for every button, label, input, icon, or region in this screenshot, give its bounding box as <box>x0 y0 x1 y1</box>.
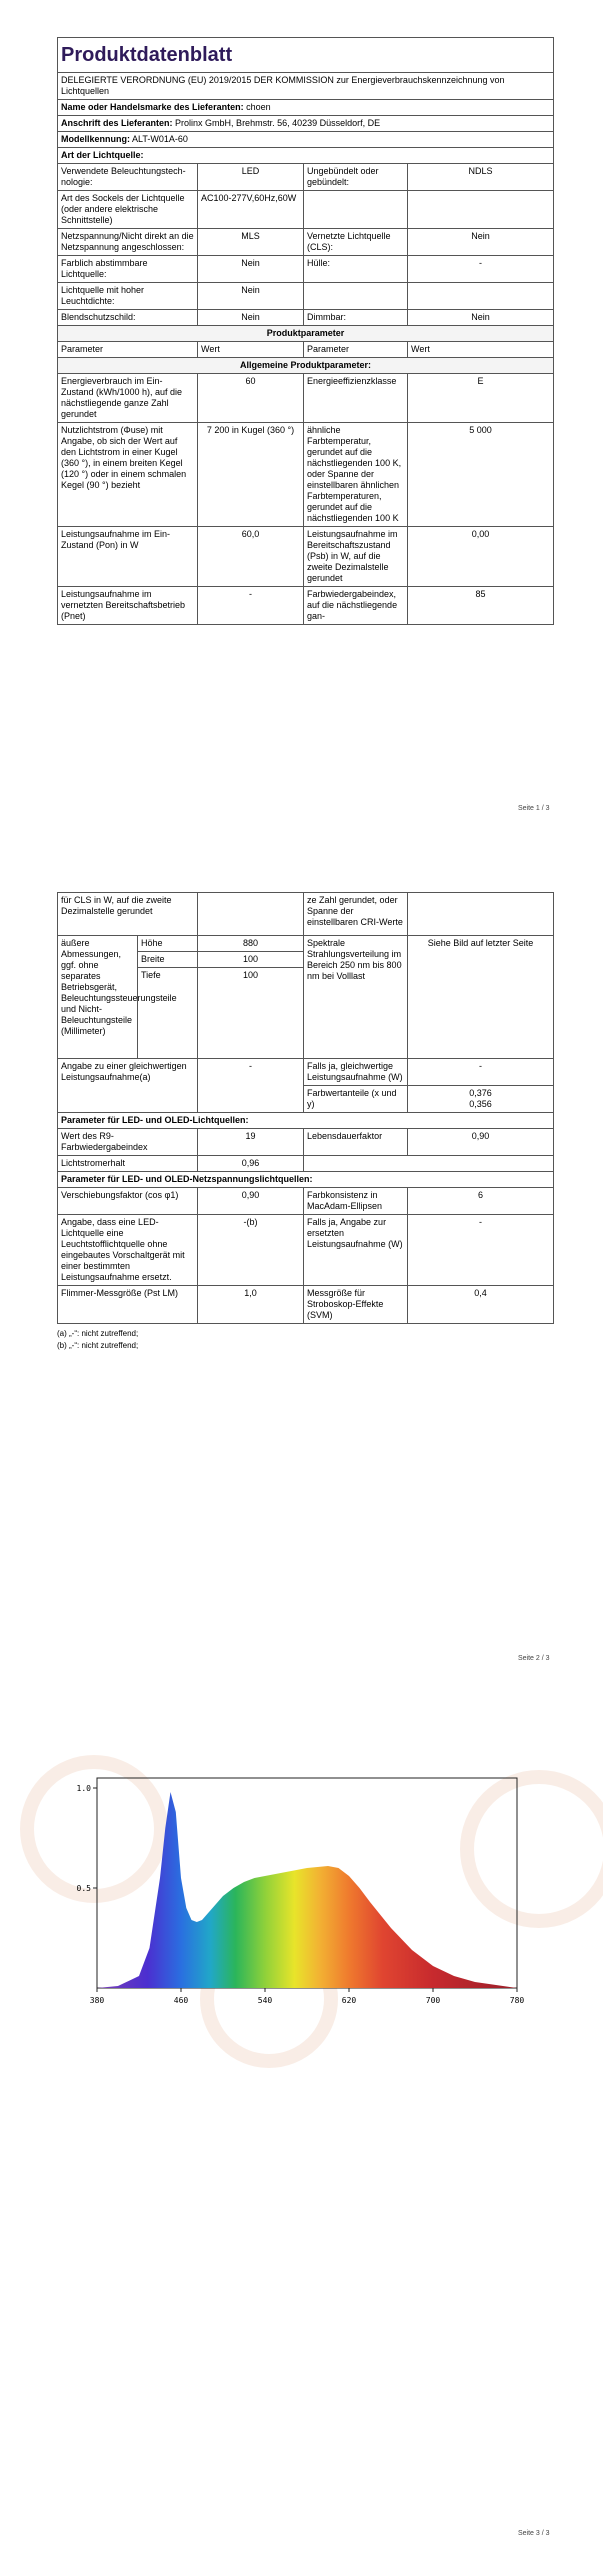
supplier-address-row <box>58 116 554 132</box>
cell-value <box>408 893 554 936</box>
cell-label: Hülle: <box>304 256 408 283</box>
table-row <box>58 1188 554 1215</box>
cell-value: 19 <box>198 1129 304 1156</box>
dim-name: Höhe <box>138 936 198 952</box>
table-row <box>58 374 554 423</box>
cell-value: - <box>198 587 304 625</box>
led-params-heading: Parameter für LED- und OLED-Lichtquellen: <box>58 1113 554 1129</box>
cell-value: - <box>408 1215 554 1286</box>
plot-area <box>77 1778 525 2005</box>
cell-label: Farbkonsistenz in MacAdam-Ellipsen <box>304 1188 408 1215</box>
spectrum-svg <box>57 1758 553 2028</box>
cell-label: Energieeffizienzklasse <box>304 374 408 423</box>
cell-value: - <box>408 256 554 283</box>
table-row <box>58 283 554 310</box>
cell-label: ähnliche Farbtemperatur, gerundet auf die nächstliegenden 100 K, oder Spanne der einstellbaren ähnlichen Farbtemperaturen, gerundet auf die nächstliegenden 100 K <box>304 423 408 527</box>
cell-label: Farbwiedergabeindex, auf die nächstliegende gan- <box>304 587 408 625</box>
table-row <box>58 1215 554 1286</box>
cell-label: für CLS in W, auf die zweite Dezimalstelle gerundet <box>58 893 198 936</box>
cell-label: Energieverbrauch im Ein-Zustand (kWh/1000 h), auf die nächstliegende ganze Zahl gerundet <box>58 374 198 423</box>
cell-label: Ungebündelt oder gebündelt: <box>304 164 408 191</box>
page-number: Seite 3 / 3 <box>518 2530 550 2537</box>
cell-label: Dimmbar: <box>304 310 408 326</box>
cell-value <box>408 191 554 229</box>
x-tick-label: 380 <box>89 1996 105 2005</box>
column-header: Parameter <box>304 342 408 358</box>
cell-label: Farblich abstimmbare Lichtquelle: <box>58 256 198 283</box>
dim-value: 880 <box>198 936 304 952</box>
cell-value: Nein <box>198 310 304 326</box>
cell-label: Verschiebungsfaktor (cos φ1) <box>58 1188 198 1215</box>
source-type-heading: Art der Lichtquelle: <box>58 148 554 164</box>
supplier-address-value: Prolinx GmbH, Brehmstr. 56, 40239 Düsseldorf, DE <box>175 118 381 128</box>
page-2 <box>0 880 603 1680</box>
x-tick-label: 620 <box>341 1996 357 2005</box>
model-row <box>58 132 554 148</box>
general-params-heading: Allgemeine Produktparameter: <box>58 358 554 374</box>
cell-label <box>304 283 408 310</box>
cell-empty <box>304 1156 554 1172</box>
cell-value: LED <box>198 164 304 191</box>
regulation-text: DELEGIERTE VERORDNUNG (EU) 2019/2015 DER KOMMISSION zur Energieverbrauchskennzeichnung von Lichtquellen <box>58 73 554 100</box>
cell-value: 60 <box>198 374 304 423</box>
cell-label: Angabe zu einer gleichwertigen Leistungsaufnahme(a) <box>58 1059 198 1113</box>
supplier-name-row <box>58 100 554 116</box>
cell-value: Nein <box>408 229 554 256</box>
dim-name: Tiefe <box>138 968 198 1059</box>
page-1 <box>0 0 603 830</box>
footnotes <box>57 1328 553 1352</box>
cell-value: E <box>408 374 554 423</box>
cell-label: Leistungsaufnahme im vernetzten Bereitschaftsbetrieb (Pnet) <box>58 587 198 625</box>
cell-label: Farbwertanteile (x und y) <box>304 1086 408 1113</box>
model-value: ALT-W01A-60 <box>132 134 188 144</box>
table-row <box>58 310 554 326</box>
cell-label: Vernetzte Lichtquelle (CLS): <box>304 229 408 256</box>
cell-value: 0,90 <box>198 1188 304 1215</box>
cell-label: Verwendete Beleuchtungstech-nologie: <box>58 164 198 191</box>
cell-value: 0,96 <box>198 1156 304 1172</box>
cell-label: Falls ja, gleichwertige Leistungsaufnahme (W) <box>304 1059 408 1086</box>
y-tick-label: 1.0 <box>76 1784 91 1793</box>
cell-value: 0,4 <box>408 1286 554 1324</box>
cell-value: 5 000 <box>408 423 554 527</box>
page-number: Seite 2 / 3 <box>518 1655 550 1662</box>
cell-value <box>408 283 554 310</box>
table-row <box>58 164 554 191</box>
page-number: Seite 1 / 3 <box>518 805 550 812</box>
cell-value: 85 <box>408 587 554 625</box>
x-tick-label: 700 <box>425 1996 441 2005</box>
cell-label: Messgröße für Stroboskop-Effekte (SVM) <box>304 1286 408 1324</box>
footnote-b: (b) „-“: nicht zutreffend; <box>57 1341 139 1350</box>
cell-value: Nein <box>198 283 304 310</box>
cell-value: - <box>408 1059 554 1086</box>
chroma-y: 0,356 <box>469 1099 492 1109</box>
cell-label: ze Zahl gerundet, oder Spanne der einstellbaren CRI-Werte <box>304 893 408 936</box>
cell-value <box>198 893 304 936</box>
dimensions-label: äußere Abmessungen, ggf. ohne separates Betriebsgerät, Beleuchtungssteuerungsteile und Nicht-Beleuchtungsteile (Millimeter) <box>58 936 138 1059</box>
dim-value: 100 <box>198 952 304 968</box>
cell-label <box>304 191 408 229</box>
column-header-row <box>58 342 554 358</box>
y-tick-label: 0.5 <box>76 1884 91 1893</box>
datasheet-table-page-1 <box>57 37 554 625</box>
column-header: Wert <box>408 342 554 358</box>
x-tick-label: 460 <box>173 1996 189 2005</box>
column-header: Parameter <box>58 342 198 358</box>
cell-label: Art des Sockels der Lichtquelle (oder andere elektrische Schnittstelle) <box>58 191 198 229</box>
table-row <box>58 1286 554 1324</box>
x-tick-label: 540 <box>257 1996 273 2005</box>
footnote-a: (a) „-“: nicht zutreffend; <box>57 1329 139 1338</box>
cell-label: Lichtstromerhalt <box>58 1156 198 1172</box>
cell-label: Flimmer-Messgröße (Pst LM) <box>58 1286 198 1324</box>
table-row <box>58 936 554 952</box>
table-row <box>58 527 554 587</box>
table-row <box>58 423 554 527</box>
cell-label: Lichtquelle mit hoher Leuchtdichte: <box>58 283 198 310</box>
supplier-name-value: choen <box>246 102 271 112</box>
table-row <box>58 587 554 625</box>
spectral-value: Siehe Bild auf letzter Seite <box>408 936 554 1059</box>
cell-value: 0,00 <box>408 527 554 587</box>
cell-value: -(b) <box>198 1215 304 1286</box>
cell-value: 6 <box>408 1188 554 1215</box>
cell-label: Lebensdauerfaktor <box>304 1129 408 1156</box>
cell-value <box>408 1086 554 1113</box>
mains-params-heading: Parameter für LED- und OLED-Netzspannungslichtquellen: <box>58 1172 554 1188</box>
cell-value: - <box>198 1059 304 1113</box>
cell-value: 60,0 <box>198 527 304 587</box>
cell-value: 7 200 in Kugel (360 °) <box>198 423 304 527</box>
cell-value: NDLS <box>408 164 554 191</box>
cell-label: Blendschutzschild: <box>58 310 198 326</box>
dim-name: Breite <box>138 952 198 968</box>
cell-label: Wert des R9-Farbwiedergabeindex <box>58 1129 198 1156</box>
column-header: Wert <box>198 342 304 358</box>
datasheet-table-page-2 <box>57 892 554 1324</box>
cell-label: Falls ja, Angabe zur ersetzten Leistungsaufnahme (W) <box>304 1215 408 1286</box>
spectral-label: Spektrale Strahlungsverteilung im Bereich 250 nm bis 800 nm bei Volllast <box>304 936 408 1059</box>
cell-value: Nein <box>198 256 304 283</box>
table-row <box>58 1156 554 1172</box>
supplier-address-label: Anschrift des Lieferanten: <box>61 118 173 128</box>
cell-label: Netzspannung/Nicht direkt an die Netzspannung angeschlossen: <box>58 229 198 256</box>
table-row <box>58 893 554 936</box>
cell-value: MLS <box>198 229 304 256</box>
table-row <box>58 1129 554 1156</box>
cell-value: AC100-277V,60Hz,60W <box>198 191 304 229</box>
spectrum-chart <box>57 1758 553 2028</box>
cell-label: Nutzlichtstrom (Φuse) mit Angabe, ob sich der Wert auf den Lichtstrom in einer Kugel (360 °), in einem breiten Kegel (120 °) oder in einem schmalen Kegel (90 °) bezieht <box>58 423 198 527</box>
x-tick-label: 780 <box>509 1996 525 2005</box>
product-params-heading: Produktparameter <box>58 326 554 342</box>
cell-label: Leistungsaufnahme im Bereitschaftszustand (Psb) in W, auf die zweite Dezimalstelle gerundet <box>304 527 408 587</box>
chroma-x: 0,376 <box>469 1088 492 1098</box>
model-label: Modellkennung: <box>61 134 130 144</box>
cell-label: Angabe, dass eine LED-Lichtquelle eine Leuchtstofflichtquelle ohne eingebautes Vorschaltgerät mit einer bestimmten Leistungsaufnahme ersetzt. <box>58 1215 198 1286</box>
page-title: Produktdatenblatt <box>58 38 554 73</box>
table-row <box>58 191 554 229</box>
cell-value: Nein <box>408 310 554 326</box>
table-row <box>58 229 554 256</box>
cell-value: 1,0 <box>198 1286 304 1324</box>
table-row <box>58 1059 554 1086</box>
cell-value: 0,90 <box>408 1129 554 1156</box>
spectrum-area <box>97 1792 517 1988</box>
table-row <box>58 256 554 283</box>
dim-value: 100 <box>198 968 304 1059</box>
supplier-name-label: Name oder Handelsmarke des Lieferanten: <box>61 102 244 112</box>
cell-label: Leistungsaufnahme im Ein-Zustand (Pon) in W <box>58 527 198 587</box>
